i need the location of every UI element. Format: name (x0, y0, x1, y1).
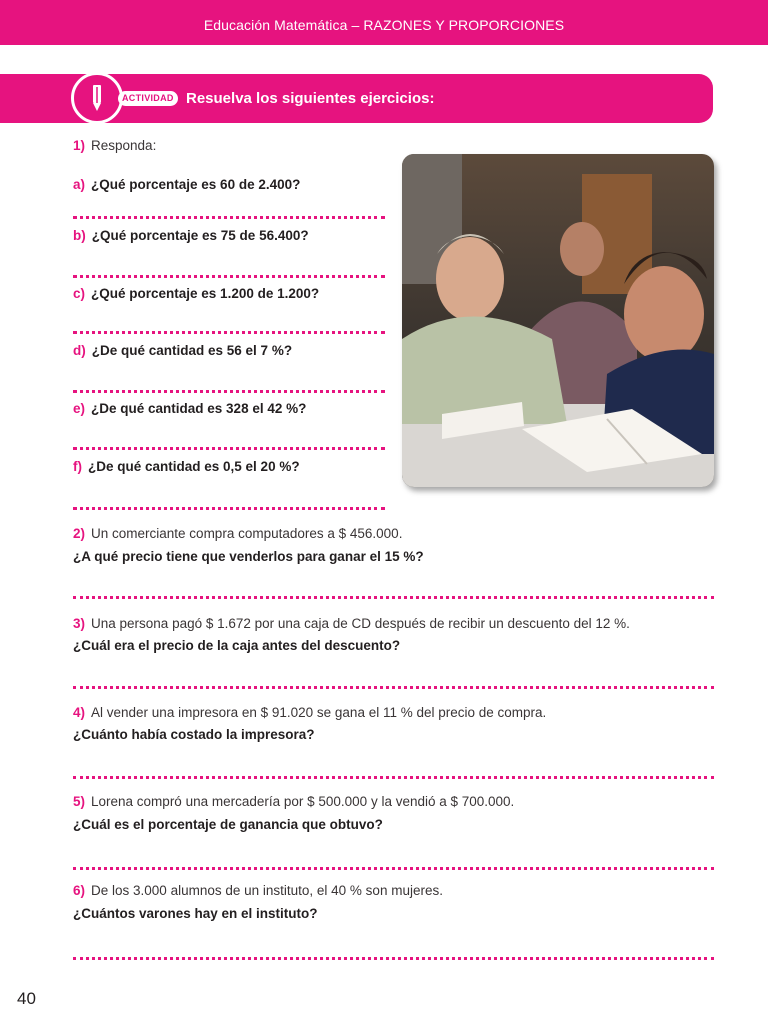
question-statement: Responda: (91, 138, 157, 153)
item-letter: e) (73, 401, 86, 416)
answer-line[interactable] (73, 275, 385, 278)
item-letter: c) (73, 286, 86, 301)
question-1c (73, 286, 319, 301)
question-1-intro (73, 138, 156, 153)
question-2-question: ¿A qué precio tiene que venderlos para ganar el 15 %? (73, 549, 424, 564)
answer-line[interactable] (73, 957, 714, 960)
question-3-question: ¿Cuál era el precio de la caja antes del descuento? (73, 638, 401, 653)
question-number: 1) (73, 138, 86, 153)
answer-line[interactable] (73, 686, 714, 689)
activity-title: Resuelva los siguientes ejercicios: (186, 90, 435, 107)
item-text: ¿De qué cantidad es 328 el 42 %? (91, 401, 307, 416)
question-6-statement (73, 883, 443, 898)
question-1a (73, 177, 300, 192)
question-1e (73, 401, 306, 416)
answer-line[interactable] (73, 216, 385, 219)
question-5-question: ¿Cuál es el porcentaje de ganancia que obtuvo? (73, 817, 383, 832)
question-number: 6) (73, 883, 86, 898)
item-text: ¿Qué porcentaje es 60 de 2.400? (91, 177, 301, 192)
question-number: 3) (73, 616, 86, 631)
photo-students-reading (402, 154, 714, 487)
answer-line[interactable] (73, 447, 385, 450)
question-1b (73, 228, 309, 243)
pencil-icon (71, 72, 123, 124)
question-statement: Un comerciante compra computadores a $ 456.000. (91, 526, 403, 541)
question-3-statement (73, 616, 630, 631)
question-statement: Lorena compró una mercadería por $ 500.000 y la vendió a $ 700.000. (91, 794, 515, 809)
answer-line[interactable] (73, 507, 385, 510)
question-1d (73, 343, 292, 358)
item-text: ¿De qué cantidad es 0,5 el 20 %? (88, 459, 300, 474)
activity-tag: ACTIVIDAD (118, 91, 178, 106)
question-number: 5) (73, 794, 86, 809)
question-4-question: ¿Cuánto había costado la impresora? (73, 727, 315, 742)
item-text: ¿Qué porcentaje es 75 de 56.400? (91, 228, 309, 243)
answer-line[interactable] (73, 331, 385, 334)
item-letter: f) (73, 459, 82, 474)
question-4-statement (73, 705, 546, 720)
answer-line[interactable] (73, 390, 385, 393)
item-letter: d) (73, 343, 86, 358)
question-number: 4) (73, 705, 86, 720)
question-1f (73, 459, 300, 474)
answer-line[interactable] (73, 776, 714, 779)
question-statement: Al vender una impresora en $ 91.020 se gana el 11 % del precio de compra. (91, 705, 547, 720)
item-text: ¿Qué porcentaje es 1.200 de 1.200? (91, 286, 320, 301)
question-5-statement (73, 794, 514, 809)
question-number: 2) (73, 526, 86, 541)
header-title: Educación Matemática – RAZONES Y PROPORCIONES (203, 17, 565, 33)
question-6-question: ¿Cuántos varones hay en el instituto? (73, 906, 318, 921)
question-2-statement (73, 526, 402, 541)
answer-line[interactable] (73, 596, 714, 599)
answer-line[interactable] (73, 867, 714, 870)
question-statement: Una persona pagó $ 1.672 por una caja de CD después de recibir un descuento del 12 %. (91, 616, 630, 631)
item-letter: b) (73, 228, 86, 243)
question-statement: De los 3.000 alumnos de un instituto, el 40 % son mujeres. (91, 883, 443, 898)
page-number: 40 (17, 989, 36, 1008)
item-text: ¿De qué cantidad es 56 el 7 %? (91, 343, 293, 358)
item-letter: a) (73, 177, 86, 192)
